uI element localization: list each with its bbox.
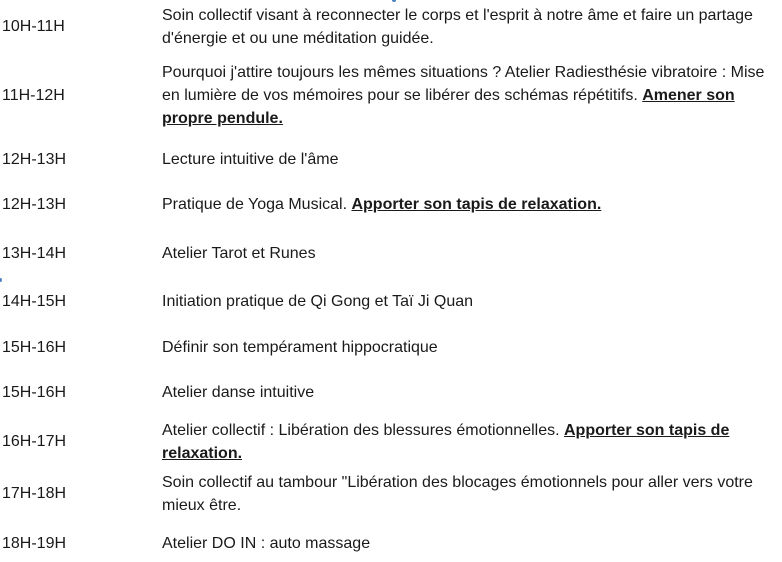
activity-text: Initiation pratique de Qi Gong et Taï Ji Quan (162, 293, 474, 310)
time-slot: 17H-18H (2, 485, 67, 502)
activity-description (162, 61, 780, 130)
time-slot: 14H-15H (2, 293, 67, 310)
time-slot: 13H-14H (2, 245, 67, 262)
activity-note: Apporter son tapis de relaxation. (162, 422, 730, 462)
time-slot: 11H-12H (2, 87, 65, 104)
activity-description (162, 242, 780, 265)
time-slot: 10H-11H (2, 18, 65, 35)
time-slot: 12H-13H (2, 196, 67, 213)
activity-note: Apporter son tapis de relaxation. (351, 196, 602, 213)
bullet-marker-dot (0, 278, 2, 282)
activity-description (162, 532, 780, 555)
activity-description (162, 4, 780, 50)
activity-description (162, 148, 780, 171)
activity-description (162, 193, 780, 216)
activity-text: Lecture intuitive de l'âme (162, 151, 339, 168)
time-slot: 16H-17H (2, 433, 67, 450)
activity-text: Soin collectif au tambour "Libération des blocages émotionnels pour aller vers votre mieux être. (162, 474, 753, 514)
activity-text: Atelier danse intuitive (162, 384, 315, 401)
activity-description (162, 419, 780, 465)
time-slot: 18H-19H (2, 535, 67, 552)
activity-text: Définir son tempérament hippocratique (162, 339, 438, 356)
time-slot: 15H-16H (2, 339, 67, 356)
activity-text: Soin collectif visant à reconnecter le corps et l'esprit à notre âme et faire un partage d'énergie et ou une méditation guidée. (162, 7, 753, 47)
activity-text: Pratique de Yoga Musical. (162, 196, 352, 213)
activity-text: Atelier Tarot et Runes (162, 245, 316, 262)
bullet-marker-dot (392, 0, 396, 2)
activity-description (162, 471, 780, 517)
time-slot: 12H-13H (2, 151, 67, 168)
activity-note: Amener son propre pendule. (162, 87, 735, 127)
activity-description (162, 381, 780, 404)
activity-text: Atelier collectif : Libération des blessures émotionnelles. (162, 422, 564, 439)
activity-text: Atelier DO IN : auto massage (162, 535, 371, 552)
activity-text: Pourquoi j'attire toujours les mêmes situations ? Atelier Radiesthésie vibratoire : Mise en lumière de vos mémoires pour se libérer des schémas répétitifs. (162, 64, 765, 104)
time-slot: 15H-16H (2, 384, 67, 401)
activity-description (162, 336, 780, 359)
activity-description (162, 290, 780, 313)
